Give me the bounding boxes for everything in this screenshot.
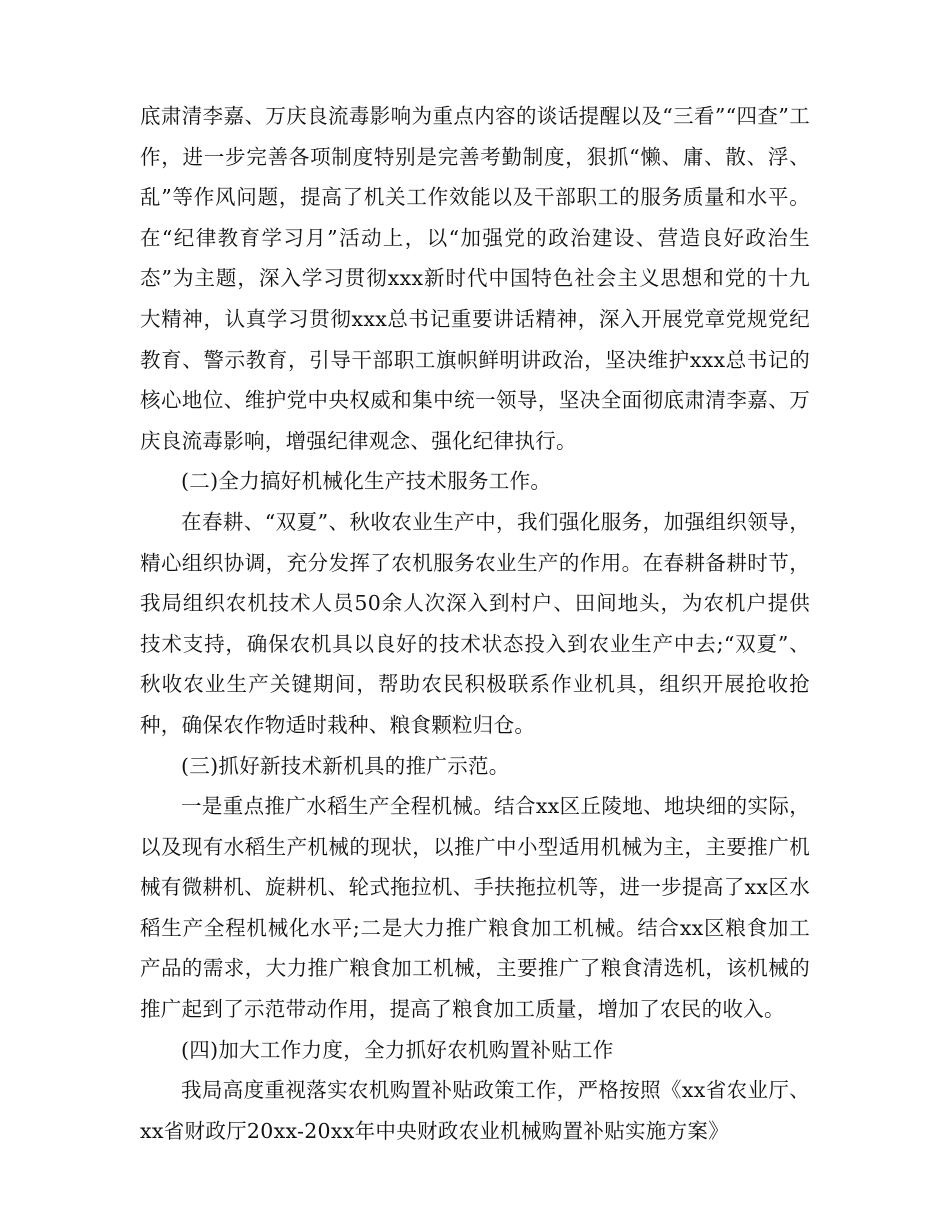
paragraph-mechanized-production-service: 在春耕、“双夏”、秋收农业生产中，我们强化服务，加强组织领导，精心组织协调，充分发挥了农机服务农业生产的作用。在春耕备耕时节，我局组织农机技术人员50余人次深入到村户、田间地头，为农机户提供技术支持，确保农机具以良好的技术状态投入到农业生产中去;“双夏”、秋收农业生产关键期间，帮助农民积极联系作业机具，组织开展抢收抢种，确保农作物适时栽种、粮食颗粒归仓。 xyxy=(140,509,810,737)
section-heading-3: (三)抓好新技术新机具的推广示范。 xyxy=(181,753,510,778)
paragraph-purchase-subsidy: 我局高度重视落实农机购置补贴政策工作，严格按照《xx省农业厅、xx省财政厅20xx-20xx年中央财政农业机械购置补贴实施方案》 xyxy=(140,1078,810,1143)
document-body xyxy=(140,96,810,1151)
section-heading-4: (四)加大工作力度，全力抓好农机购置补贴工作 xyxy=(181,1037,614,1062)
paragraph-discipline-education: 底肃清李嘉、万庆良流毒影响为重点内容的谈话提醒以及“三看”“四查”工作，进一步完善各项制度特别是完善考勤制度，狠抓“懒、庸、散、浮、乱”等作风问题，提高了机关工作效能以及干部职工的服务质量和水平。在“纪律教育学习月”活动上，以“加强党的政治建设、营造良好政治生态”为主题，深入学习贯彻xxx新时代中国特色社会主义思想和党的十九大精神，认真学习贯彻xxx总书记重要讲话精神，深入开展党章党规党纪教育、警示教育，引导干部职工旗帜鲜明讲政治，坚决维护xxx总书记的核心地位、维护党中央权威和集中统一领导，坚决全面彻底肃清李嘉、万庆良流毒影响，增强纪律观念、强化纪律执行。 xyxy=(140,104,810,453)
section-heading-2: (二)全力搞好机械化生产技术服务工作。 xyxy=(181,469,552,494)
paragraph-new-technology-promotion: 一是重点推广水稻生产全程机械。结合xx区丘陵地、地块细的实际，以及现有水稻生产机械的现状，以推广中小型适用机械为主，主要推广机械有微耕机、旋耕机、轮式拖拉机、手扶拖拉机等，进一步提高了xx区水稻生产全程机械化水平;二是大力推广粮食加工机械。结合xx区粮食加工产品的需求，大力推广粮食加工机械，主要推广了粮食清选机，该机械的推广起到了示范带动作用，提高了粮食加工质量，增加了农民的收入。 xyxy=(140,794,810,1022)
